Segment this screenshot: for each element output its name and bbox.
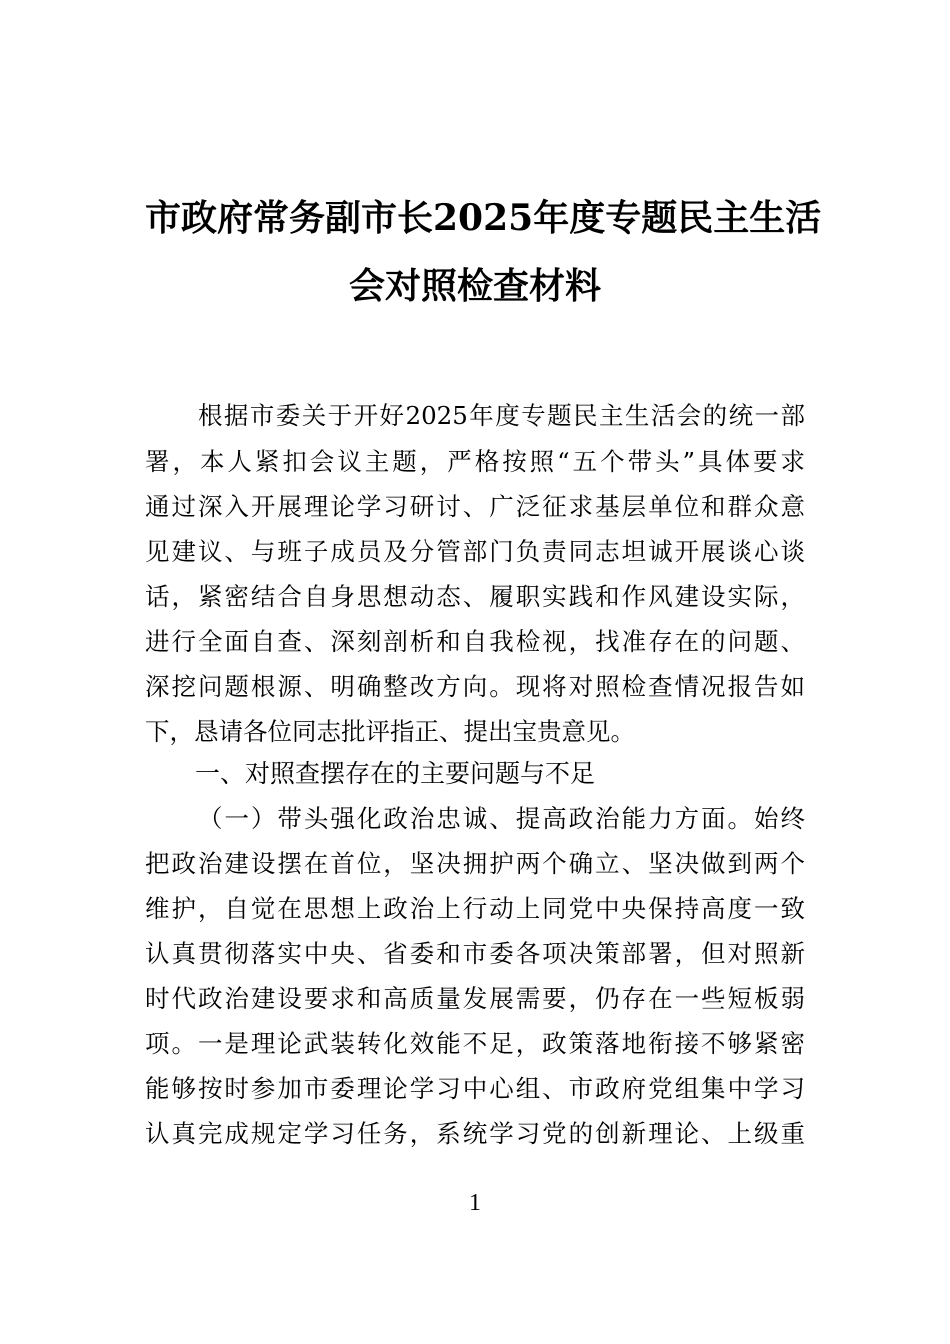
intro-line: 下，恳请各位同志批评指正、提出宝贵意见。 xyxy=(145,717,635,746)
intro-line: 通过深入开展理论学习研讨、广泛征求基层单位和群众意 xyxy=(145,492,805,521)
section-line: （一）带头强化政治忠诚、提高政治能力方面。始终 xyxy=(198,804,805,833)
intro-line: 见建议、与班子成员及分管部门负责同志坦诚开展谈心谈 xyxy=(145,537,805,566)
section-heading: 一、对照查摆存在的主要问题与不足 xyxy=(195,759,596,788)
section-line: 认真完成规定学习任务，系统学习党的创新理论、上级重 xyxy=(145,1119,805,1148)
section-line: 维护，自觉在思想上政治上行动上同党中央保持高度一致 xyxy=(145,894,805,923)
section-line: 能够按时参加市委理论学习中心组、市政府党组集中学习 xyxy=(145,1074,805,1103)
intro-line: 话，紧密结合自身思想动态、履职实践和作风建设实际， xyxy=(145,582,805,611)
section-line: 项。一是理论武装转化效能不足，政策落地衔接不够紧密 xyxy=(145,1029,805,1058)
intro-line: 深挖问题根源、明确整改方向。现将对照检查情况报告如 xyxy=(145,672,805,701)
section-line: 时代政治建设要求和高质量发展需要，仍存在一些短板弱 xyxy=(145,984,805,1013)
document-title-line-2: 会对照检查材料 xyxy=(348,265,601,307)
intro-line: 根据市委关于开好2025年度专题民主生活会的统一部 xyxy=(198,401,805,430)
section-line: 把政治建设摆在首位，坚决拥护两个确立、坚决做到两个 xyxy=(145,849,805,878)
page-number: 1 xyxy=(469,1190,481,1216)
section-line: 认真贯彻落实中央、省委和市委各项决策部署，但对照新 xyxy=(145,939,805,968)
intro-line: 署，本人紧扣会议主题，严格按照“五个带头”具体要求 xyxy=(145,447,805,476)
intro-line: 进行全面自查、深刻剖析和自我检视，找准存在的问题、 xyxy=(145,627,805,656)
document-title-line-1: 市政府常务副市长2025年度专题民主生活 xyxy=(145,197,822,239)
